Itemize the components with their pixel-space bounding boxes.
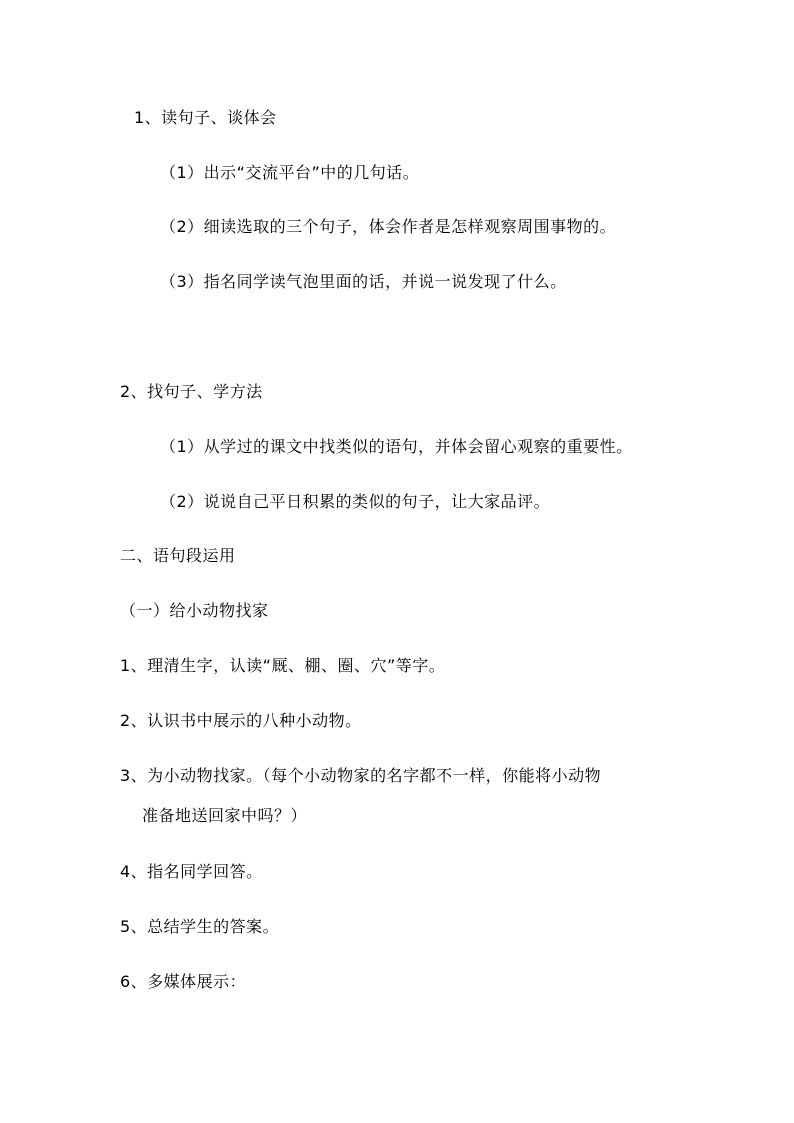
heading-read-sentences: 1、读句子、谈体会 (134, 108, 277, 127)
step-1-find-similar: （1）从学过的课文中找类似的语句，并体会留心观察的重要性。 (160, 437, 633, 456)
item-6-multimedia: 6、多媒体展示： (120, 972, 247, 991)
step-3-bubble-reading: （3）指名同学读气泡里面的话，并说一说发现了什么。 (160, 272, 567, 291)
item-2-eight-animals: 2、认识书中展示的八种小动物。 (120, 711, 362, 730)
step-2-share-sentences: （2）说说自己平日积累的类似的句子，让大家品评。 (160, 492, 551, 511)
item-5-summary: 5、总结学生的答案。 (120, 917, 280, 936)
step-1-show-platform: （1）出示“交流平台”中的几句话。 (160, 163, 420, 182)
section-heading-usage: 二、语句段运用 (120, 546, 236, 565)
item-1-new-characters: 1、理清生字，认读“厩、棚、圈、穴”等字。 (120, 656, 446, 675)
item-3-find-homes: 3、为小动物找家。（每个小动物家的名字都不一样，你能将小动物 (120, 766, 602, 785)
heading-find-sentences: 2、找句子、学方法 (120, 382, 263, 401)
subsection-heading-animal-homes: （一）给小动物找家 (120, 601, 269, 620)
step-2-close-reading: （2）细读选取的三个句子，体会作者是怎样观察周围事物的。 (160, 217, 617, 236)
item-4-answer: 4、指名同学回答。 (120, 862, 263, 881)
item-3-continuation: 准备地送回家中吗？） (142, 806, 308, 825)
